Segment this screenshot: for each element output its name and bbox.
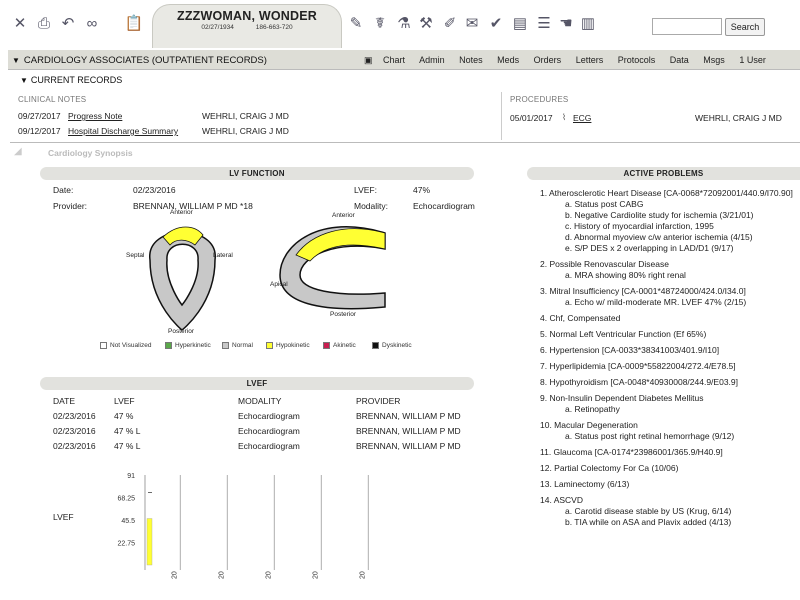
divider (501, 92, 502, 140)
problem-list (540, 183, 795, 528)
col-modality: MODALITY (238, 396, 282, 406)
fax-icon[interactable]: ⎙ (37, 15, 50, 32)
table-cell: BRENNAN, WILLIAM P MD (356, 426, 461, 436)
notes-icon[interactable]: ☰ (537, 15, 551, 32)
problem-subitem: e. S/P DES x 2 overlapping in LAD/D1 (9/17) (565, 243, 734, 253)
flask-icon[interactable]: ⚗ (397, 15, 411, 32)
problem-item[interactable]: 3. Mitral Insufficiency [CA-0001*48724000/424.0/I34.0] (540, 286, 746, 296)
lv-provider-label: Provider: (53, 201, 88, 211)
diagram-label-anterior: Anterior (170, 209, 193, 216)
search-button[interactable]: Search (725, 18, 765, 36)
long-axis-view (280, 227, 385, 309)
nav-item-data[interactable]: Data (669, 55, 689, 65)
paperclip-icon: ⌇ (562, 112, 567, 122)
table-cell: 47 % (114, 411, 134, 421)
y-tick-label: 68.25 (117, 495, 135, 503)
hand-icon[interactable]: ☚ (559, 15, 573, 32)
x-tick-label: 20 (312, 571, 320, 579)
x-tick-label: 20 (359, 571, 367, 579)
table-cell: 02/23/2016 (53, 426, 96, 436)
check-icon[interactable]: ✔ (489, 15, 503, 32)
divider (10, 142, 800, 143)
legend-not-visualized: Not Visualized (100, 342, 151, 349)
legend-hyperkinetic: Hyperkinetic (165, 342, 211, 349)
problem-subitem: b. TIA while on ASA and Plavix added (4/13) (565, 517, 732, 527)
procedure-date: 05/01/2017 (510, 113, 553, 123)
patient-tab[interactable] (152, 4, 342, 48)
nav-item-msgs[interactable]: Msgs (703, 55, 725, 65)
problem-item[interactable]: 12. Partial Colectomy For Ca (10/06) (540, 463, 679, 473)
note-link-discharge[interactable]: Hospital Discharge Summary (68, 126, 179, 136)
problem-subitem: d. Abnormal myoview c/w anterior ischemia (4/15) (565, 232, 753, 242)
problem-item[interactable]: 4. Chf, Compensated (540, 313, 621, 323)
lv-provider: BRENNAN, WILLIAM P MD *18 (133, 201, 253, 211)
procedures-label: PROCEDURES (510, 95, 569, 104)
nav-item-meds[interactable]: Meds (497, 55, 520, 65)
note-row: 09/27/2017 (18, 111, 61, 121)
legend-hypokinetic: Hypokinetic (266, 342, 310, 349)
lv-function-header: LV FUNCTION (40, 167, 474, 180)
short-axis-ring (150, 227, 215, 330)
diagram-label-septal: Septal (126, 252, 145, 259)
collapse-triangle-icon[interactable]: ▼ (20, 76, 28, 85)
problem-item[interactable]: 1. Atherosclerotic Heart Disease [CA-0068*72092001/440.9/I70.90] (540, 188, 793, 198)
problem-subitem: a. Retinopathy (565, 404, 620, 414)
patient-subinfo (153, 24, 341, 31)
problem-item[interactable]: 9. Non-Insulin Dependent Diabetes Mellitus (540, 393, 704, 403)
table-cell: BRENNAN, WILLIAM P MD (356, 411, 461, 421)
nav-item-admin[interactable]: Admin (419, 55, 445, 65)
nav-item-notes[interactable]: Notes (459, 55, 483, 65)
x-tick-label: 20 (171, 571, 179, 579)
clinical-notes-label: CLINICAL NOTES (18, 95, 87, 104)
note-provider: WEHRLI, CRAIG J MD (202, 126, 289, 136)
patient-name: ZZZWOMAN, WONDER (177, 9, 317, 23)
nav-item-letters[interactable]: Letters (575, 55, 604, 65)
table-cell: Echocardiogram (238, 426, 300, 436)
lv-date: 02/23/2016 (133, 185, 176, 195)
procedure-provider: WEHRLI, CRAIG J MD (695, 113, 782, 123)
triangle-icon: ◢ (14, 146, 22, 157)
problem-subitem: b. Negative Cardiolite study for ischemia (3/21/01) (565, 210, 754, 220)
current-records-header[interactable]: ▼ CURRENT RECORDS (20, 75, 123, 85)
diagram-label-anterior-long: Anterior (332, 212, 355, 219)
lvef-chart (60, 465, 380, 590)
lv-date-label: Date: (53, 185, 74, 195)
problem-item[interactable]: 10. Macular Degeneration (540, 420, 638, 430)
diagram-label-apical: Apical (270, 281, 288, 288)
problem-subitem: c. History of myocardial infarction, 1995 (565, 221, 714, 231)
x-tick-label: 20 (265, 571, 273, 579)
collapse-triangle-icon[interactable]: ▼ (12, 56, 20, 65)
y-tick-label: 45.5 (121, 518, 135, 525)
table-cell: Echocardiogram (238, 411, 300, 421)
col-provider: PROVIDER (356, 396, 401, 406)
envelope-icon[interactable]: ✉ (465, 15, 479, 32)
problem-item[interactable]: 2. Possible Renovascular Disease (540, 259, 669, 269)
problem-subitem: a. Carotid disease stable by US (Krug, 6/14) (565, 506, 732, 516)
table-cell: 02/23/2016 (53, 411, 96, 421)
print-icon[interactable]: ▣ (364, 55, 373, 65)
problem-item[interactable]: 8. Hypothyroidism [CA-0048*40930008/244.9/E03.9] (540, 377, 738, 387)
note-link-progress[interactable]: Progress Note (68, 111, 123, 121)
lv-modality-label: Modality: (354, 201, 389, 211)
diagram-label-lateral: Lateral (213, 252, 233, 259)
chart-ylabel: LVEF (53, 512, 74, 522)
active-problems-header: ACTIVE PROBLEMS (527, 167, 800, 180)
gavel-icon[interactable]: ⚒ (419, 15, 433, 32)
syringe-icon[interactable]: ✐ (443, 15, 457, 32)
nav-item-user[interactable]: 1 User (739, 55, 766, 65)
top-toolbar (0, 0, 800, 48)
problem-item[interactable]: 5. Normal Left Ventricular Function (Ef 65%) (540, 329, 707, 339)
col-date: DATE (53, 396, 76, 406)
nav-bar (8, 50, 800, 70)
procedure-link-ecg[interactable]: ECG (573, 113, 592, 123)
chart-icon[interactable]: ▥ (580, 15, 596, 32)
problem-item[interactable]: 7. Hyperlipidemia [CA-0009*55822004/272.4/E78.5] (540, 361, 736, 371)
col-lvef: LVEF (114, 396, 135, 406)
synopsis-title: Cardiology Synopsis (48, 148, 133, 158)
lab-report-icon[interactable]: ▤ (512, 15, 528, 32)
nav-item-protocols[interactable]: Protocols (617, 55, 656, 65)
link-icon[interactable]: ∞ (86, 15, 98, 32)
diagram-label-posterior: Posterior (168, 328, 195, 335)
x-tick-label: 20 (218, 571, 226, 579)
lv-modality: Echocardiogram (413, 201, 475, 211)
close-icon[interactable]: ✕ (13, 15, 27, 32)
document-edit-icon[interactable]: ✎ (349, 15, 363, 32)
problem-subitem: a. Status post CABG (565, 199, 644, 209)
nav-menu (364, 55, 778, 66)
y-tick-label: 22.75 (117, 540, 135, 548)
lvef-bar (147, 519, 152, 565)
lvef-header: LVEF (40, 377, 474, 390)
diagram-label-posterior-long: Posterior (330, 311, 357, 318)
table-cell: Echocardiogram (238, 441, 300, 451)
lv-lvef: 47% (413, 185, 431, 195)
y-tick-label: 91 (127, 473, 135, 480)
problem-item[interactable]: 14. ASCVD (540, 495, 583, 505)
clipboard-icon[interactable]: 📋 (124, 15, 144, 32)
nav-title[interactable]: ▼ CARDIOLOGY ASSOCIATES (OUTPATIENT RECORDS) (12, 55, 267, 66)
note-row: 09/12/2017 (18, 126, 61, 136)
problem-item[interactable]: 13. Laminectomy (6/13) (540, 479, 630, 489)
table-cell: 47 % L (114, 426, 141, 436)
problem-item[interactable]: 6. Hypertension [CA-0033*38341003/401.9/I10] (540, 345, 720, 355)
legend-normal: Normal (222, 342, 253, 349)
table-cell: 47 % L (114, 441, 141, 451)
note-provider: WEHRLI, CRAIG J MD (202, 111, 289, 121)
legend-dyskinetic: Dyskinetic (372, 342, 412, 349)
undo-icon[interactable]: ↶ (61, 15, 75, 32)
problem-subitem: a. Status post right retinal hemorrhage (9/12) (565, 431, 735, 441)
stethoscope-icon[interactable]: ☤ (374, 15, 386, 32)
problem-subitem: a. Echo w/ mild-moderate MR. LVEF 47% (2/15) (565, 297, 747, 307)
table-cell: BRENNAN, WILLIAM P MD (356, 441, 461, 451)
patient-id: 186-663-720 (255, 24, 293, 31)
patient-dob: 02/27/1934 (201, 24, 234, 31)
lv-lvef-label: LVEF: (354, 185, 377, 195)
search-input[interactable] (652, 18, 722, 35)
nav-item-orders[interactable]: Orders (533, 55, 562, 65)
legend-akinetic: Akinetic (323, 342, 356, 349)
nav-item-chart[interactable]: Chart (383, 55, 406, 65)
problem-item[interactable]: 11. Glaucoma [CA-0174*23986001/365.9/H40.9] (540, 447, 723, 457)
problem-subitem: a. MRA showing 80% right renal (565, 270, 686, 280)
table-cell: 02/23/2016 (53, 441, 96, 451)
lv-wall-diagram (120, 205, 420, 345)
